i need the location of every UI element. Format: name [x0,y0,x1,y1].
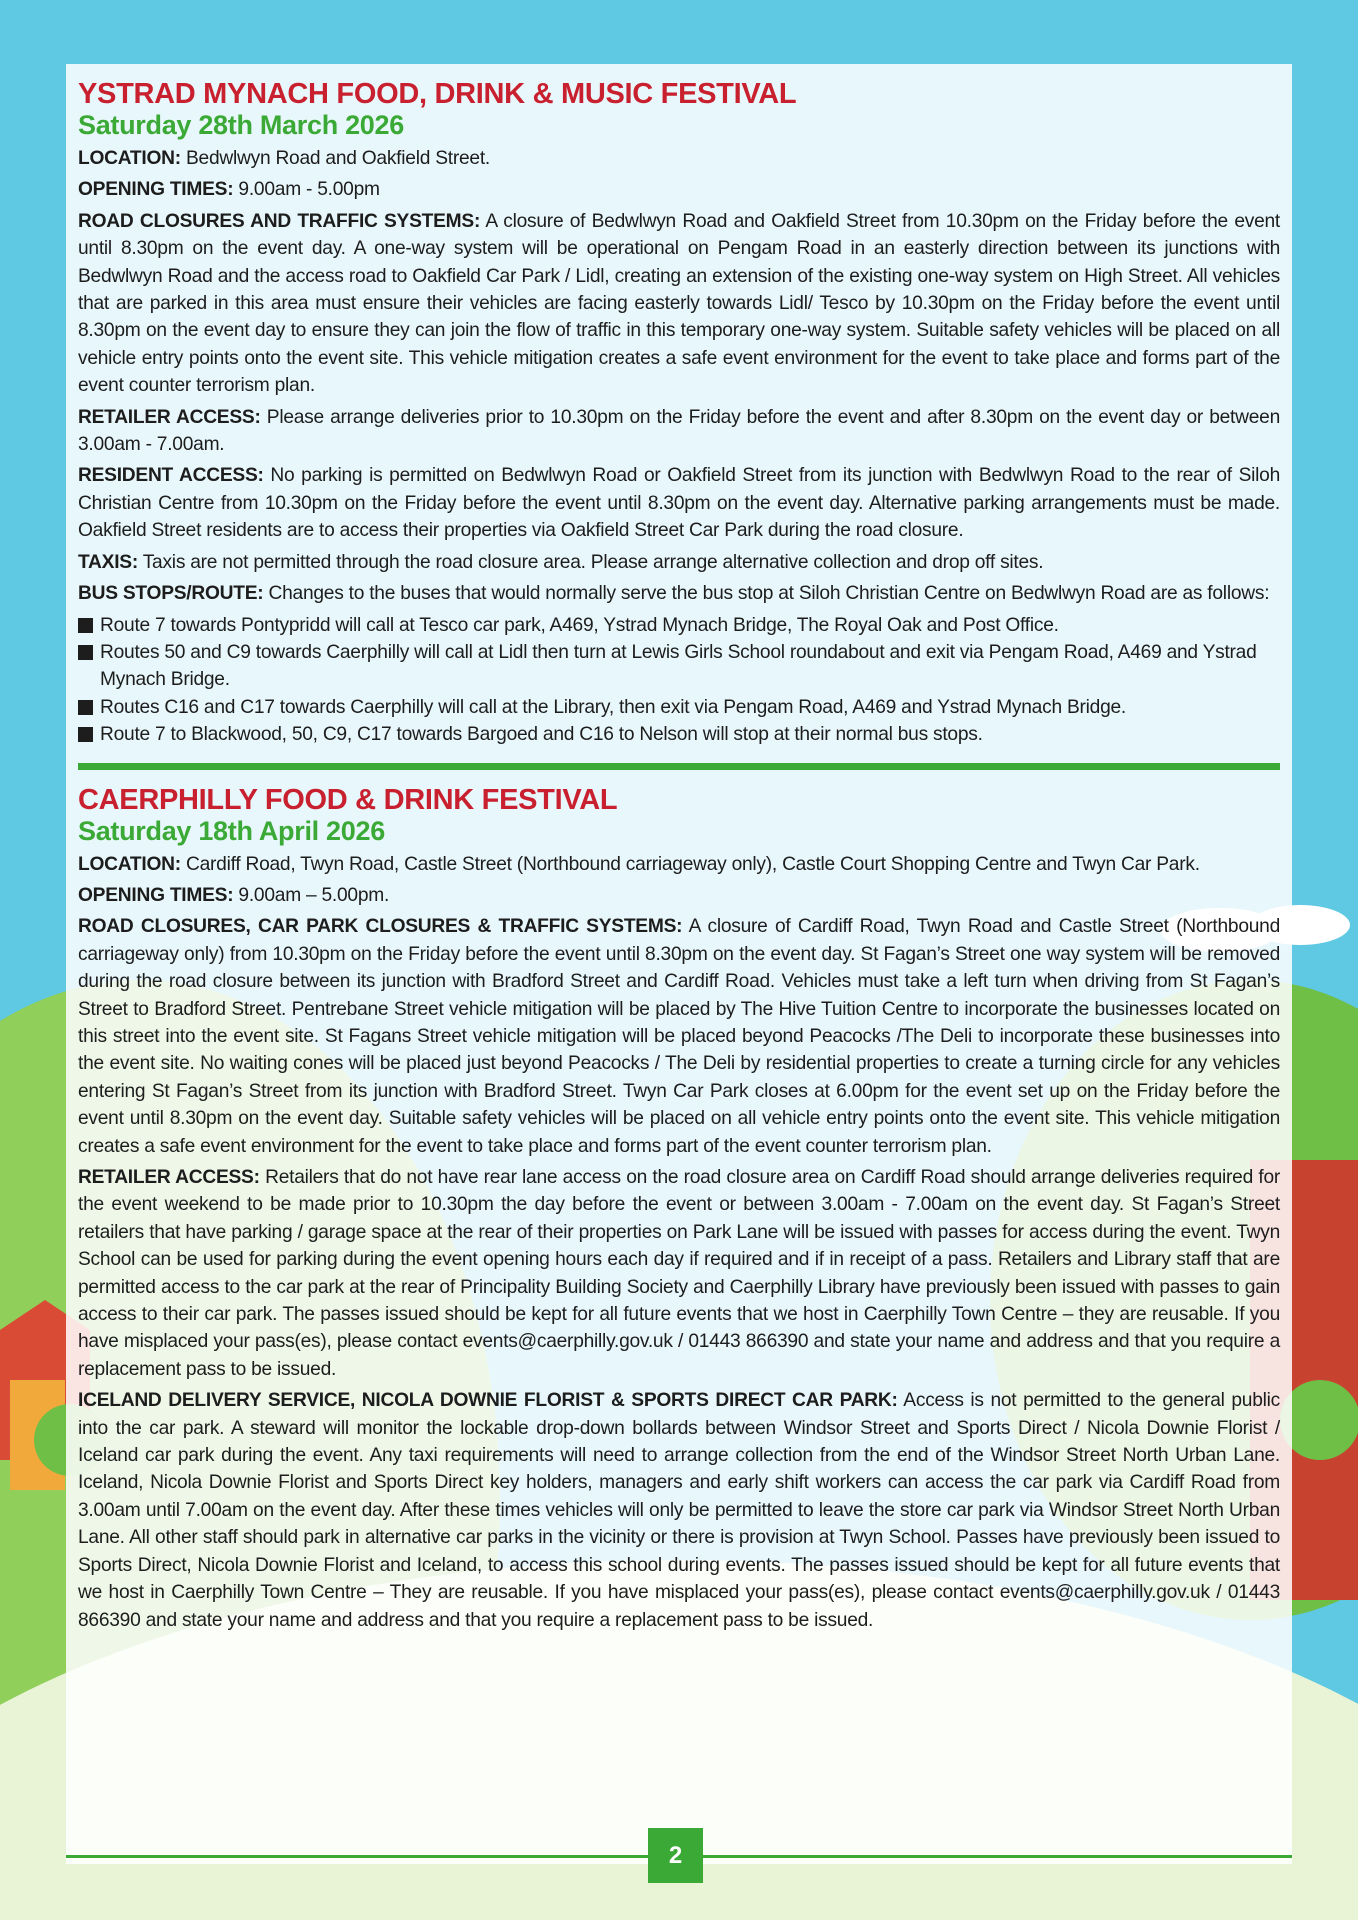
page-number: 2 [648,1828,703,1883]
taxis-label: TAXIS: [78,551,138,573]
opening-times-paragraph [78,882,1280,909]
bus-route-text: Routes C16 and C17 towards Caerphilly will call at the Library, then exit via Pengam Road, A469 and Ystrad Mynach Bridge. [100,696,1126,718]
location-paragraph [78,145,1280,172]
iceland-car-park-text: Access is not permitted to the general public into the car park. A steward will monitor the lockable drop-down bollards between Windsor Street and Sports Direct / Nicola Downie Florist / Iceland car park during the event. Any taxi requirements will need to arrange collection from the end of the Windsor Street North Urban Lane. Iceland, Nicola Downie Florist and Sports Direct key holders, managers and early shift workers can access the car park via Cardiff Road from 3.00am until 7.00am on the event day. After these times vehicles will only be permitted to leave the store car park via Windsor Street North Urban Lane. All other staff should park in alternative car parks in the vicinity or there is provision at Twyn School. Passes have previously been issued to Sports Direct, Nicola Downie Florist and Iceland, to access this school during events. The passes issued should be kept for all future events that we host in Caerphilly Town Centre – They are reusable. If you have misplaced your pass(es), please contact events@caerphilly.gov.uk / 01443 866390 and state your name and address and that you require a replacement pass to be issued. [78,1390,1280,1631]
location-text: Cardiff Road, Twyn Road, Castle Street (Northbound carriageway only), Castle Court Shopping Centre and Twyn Car Park. [180,853,1200,875]
festival-date: Saturday 28th March 2026 [78,110,404,140]
festival-date: Saturday 18th April 2026 [78,815,385,846]
opening-times-paragraph [78,176,1280,203]
bus-stops-paragraph [78,580,1280,607]
road-closures-label: ROAD CLOSURES AND TRAFFIC SYSTEMS: [78,210,481,232]
retailer-access-text: Please arrange deliveries prior to 10.30pm on the Friday before the event and after 8.30pm on the event day or between 3.00am - 7.00am. [78,406,1281,456]
list-item [78,612,1280,639]
festival-title: YSTRAD MYNACH FOOD, DRINK & MUSIC FESTIVAL [78,78,797,110]
retailer-access-paragraph [78,404,1280,459]
location-label: LOCATION: [78,148,181,169]
location-paragraph [78,851,1280,878]
retailer-access-label: RETAILER ACCESS: [78,406,261,428]
list-item [78,721,1280,748]
bus-stops-label: BUS STOPS/ROUTE: [78,583,264,605]
retailer-access-text: Retailers that do not have rear lane access on the road closure area on Cardiff Road should arrange deliveries required for the event weekend to be made prior to 10.30pm the day before the event or between 3.00am - 7.00am on the event day. St Fagan’s Street retailers that have parking / garage space at the rear of their properties on Park Lane will be issued with passes for access during the event. Twyn School can be used for parking during the event opening hours each day if required and if in receipt of a pass. Retailers and Library staff that are permitted access to the car park at the rear of Principality Building Society and Caerphilly Library have previously been issued with passes to gain access to their car park. The passes issued should be kept for all future events that we host in Caerphilly Town Centre – they are reusable. If you have misplaced your pass(es), please contact events@caerphilly.gov.uk / 01443 866390 and state your name and address and that you require a replacement pass to be issued. [78,1167,1281,1380]
resident-access-text: No parking is permitted on Bedwlwyn Road or Oakfield Street from its junction with Bedwlwyn Road to the rear of Siloh Christian Centre from 10.30pm on the Friday before the event until 8.30pm on the event day. Alternative parking arrangements must be made. Oakfield Street residents are to access their properties via Oakfield Street Car Park during the road closure. [78,465,1280,542]
retailer-access-paragraph [78,1164,1280,1383]
square-bullet-icon [78,618,93,633]
resident-access-label: RESIDENT ACCESS: [78,465,264,487]
road-closures-label: ROAD CLOSURES, CAR PARK CLOSURES & TRAFFIC SYSTEMS: [78,916,683,938]
resident-access-paragraph [78,462,1280,544]
bus-route-text: Routes 50 and C9 towards Caerphilly will call at Lidl then turn at Lewis Girls School roundabout and exit via Pengam Road, A469 and Ystrad Mynach Bridge. [100,641,1257,691]
festival-section-ystrad [78,78,1280,749]
retailer-access-label: RETAILER ACCESS: [78,1167,260,1188]
square-bullet-icon [78,700,93,715]
road-closures-text: A closure of Bedwlwyn Road and Oakfield Street from 10.30pm on the Friday before the event until 8.30pm on the event day. A one-way system will be operational on Pengam Road in an easterly direction between its junctions with Bedwlwyn Road and the access road to Oakfield Car Park / Lidl, creating an extension of the existing one-way system on High Street. All vehicles that are parked in this area must ensure their vehicles are facing easterly towards Lidl/ Tesco by 10.30pm on the Friday before the event until 8.30pm on the event day to ensure they can join the flow of traffic in this temporary one-way system. Suitable safety vehicles will be placed on all vehicle entry points onto the event site. This vehicle mitigation creates a safe event environment for the event to take place and forms part of the event counter terrorism plan. [78,210,1281,397]
road-closures-text: A closure of Cardiff Road, Twyn Road and Castle Street (Northbound carriageway only) from 10.30pm on the Friday before the event until 8.30pm on the event day. St Fagan’s Street one way system will be removed during the road closure between its junction with Bradford Street and Cardiff Road. Vehicles must take a left turn when driving from St Fagan’s Street to Bradford Street. Pentrebane Street vehicle mitigation will be placed by The Hive Tuition Centre to incorporate the businesses located on this street into the event site. St Fagans Street vehicle mitigation will be placed beyond Peacocks /The Deli to incorporate these businesses into the event site. No waiting cones will be placed just beyond Peacocks / The Deli by residential properties to create a turning circle for any vehicles entering St Fagan’s Street from its junction with Bradford Street. Twyn Car Park closes at 6.00pm for the event set up on the Friday before the event until 8.30pm on the event day. Suitable safety vehicles will be placed on all vehicle entry points onto the event site. This vehicle mitigation creates a safe event environment for the event to take place and forms part of the event counter terrorism plan. [78,916,1281,1157]
opening-times-label: OPENING TIMES: [78,179,234,201]
festival-section-caerphilly [78,784,1280,1634]
road-closures-paragraph [78,913,1280,1160]
opening-times-text: 9.00am - 5.00pm [233,179,380,201]
location-text: Bedwlwyn Road and Oakfield Street. [180,148,490,169]
document-content [78,78,1280,1638]
taxis-text: Taxis are not permitted through the road closure area. Please arrange alternative collection and drop off sites. [137,551,1044,573]
bus-stops-text: Changes to the buses that would normally serve the bus stop at Siloh Christian Centre on Bedwlwyn Road are as follows: [263,583,1270,605]
iceland-car-park-paragraph [78,1387,1280,1634]
opening-times-text: 9.00am – 5.00pm. [233,884,390,906]
list-item [78,639,1280,694]
festival-title: CAERPHILLY FOOD & DRINK FESTIVAL [78,783,618,816]
bus-route-text: Route 7 to Blackwood, 50, C9, C17 towards Bargoed and C16 to Nelson will stop at their normal bus stops. [100,724,983,746]
bus-route-text: Route 7 towards Pontypridd will call at Tesco car park, A469, Ystrad Mynach Bridge, The Royal Oak and Post Office. [100,614,1059,636]
bus-route-list [78,612,1280,749]
square-bullet-icon [78,645,93,660]
location-label: LOCATION: [78,853,181,875]
section-divider [78,763,1280,770]
square-bullet-icon [78,727,93,742]
list-item [78,694,1280,721]
opening-times-label: OPENING TIMES: [78,884,234,906]
taxis-paragraph [78,549,1280,576]
iceland-car-park-label: ICELAND DELIVERY SERVICE, NICOLA DOWNIE FLORIST & SPORTS DIRECT CAR PARK: [78,1390,898,1412]
road-closures-paragraph [78,208,1280,400]
